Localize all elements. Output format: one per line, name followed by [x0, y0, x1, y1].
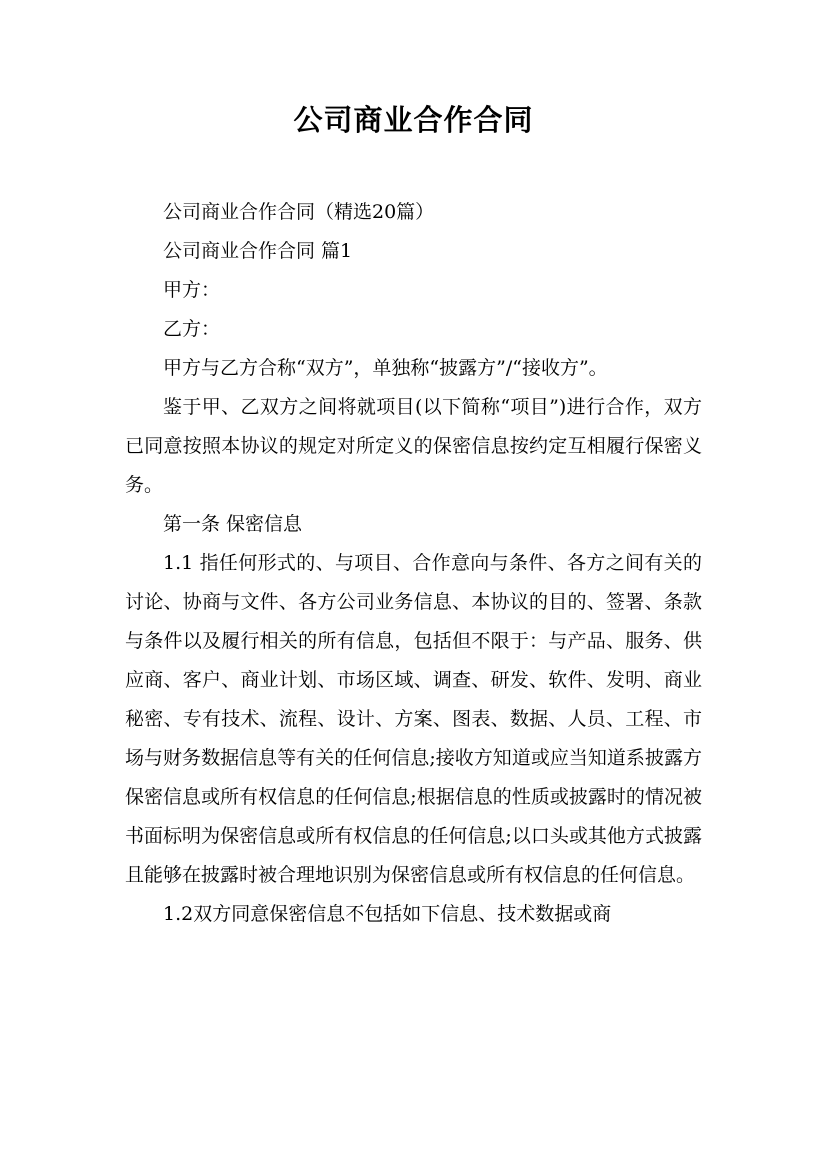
- paragraph-clause-1-2: 1.2双方同意保密信息不包括如下信息、技术数据或商: [163, 903, 612, 925]
- paragraph-clause-1-1: 1.1 指任何形式的、与项目、合作意向与条件、各方之间有关的讨论、协商与文件、各方公司业务信息、本协议的目的、签署、条款与条件以及履行相关的所有信息，包括但不限于：与产品、服务、供应商、客户、商业计划、市场区域、调查、研发、软件、发明、商业秘密、专有技术、流程、设计、方案、图表、数据、人员、工程、市场与财务数据信息等有关的任何信息;接收方知道或应当知道系披露方保密信息或所有权信息的任何信息;根据信息的性质或披露时的情况被书面标明为保密信息或所有权信息的任何信息;以口头或其他方式披露且能够在披露时被合理地识别为保密信息或所有权信息的任何信息。: [125, 552, 702, 886]
- paragraph-party-a: 甲方：: [163, 279, 221, 301]
- paragraph-section-heading: 公司商业合作合同 篇1: [163, 240, 353, 262]
- paragraph-recital: 鉴于甲、乙双方之间将就项目(以下简称“项目”)进行合作，双方已同意按照本协议的规定对所定义的保密信息按约定互相履行保密义务。: [125, 396, 702, 496]
- paragraph-article-heading: 第一条 保密信息: [163, 513, 303, 535]
- paragraph-subtitle: 公司商业合作合同（精选20篇）: [163, 201, 435, 223]
- paragraph-definitions: 甲方与乙方合称“双方”，单独称“披露方”/“接收方”。: [163, 357, 608, 379]
- document-title: 公司商业合作合同: [293, 103, 534, 137]
- paragraph-party-b: 乙方：: [163, 318, 221, 340]
- document-body: [125, 193, 702, 934]
